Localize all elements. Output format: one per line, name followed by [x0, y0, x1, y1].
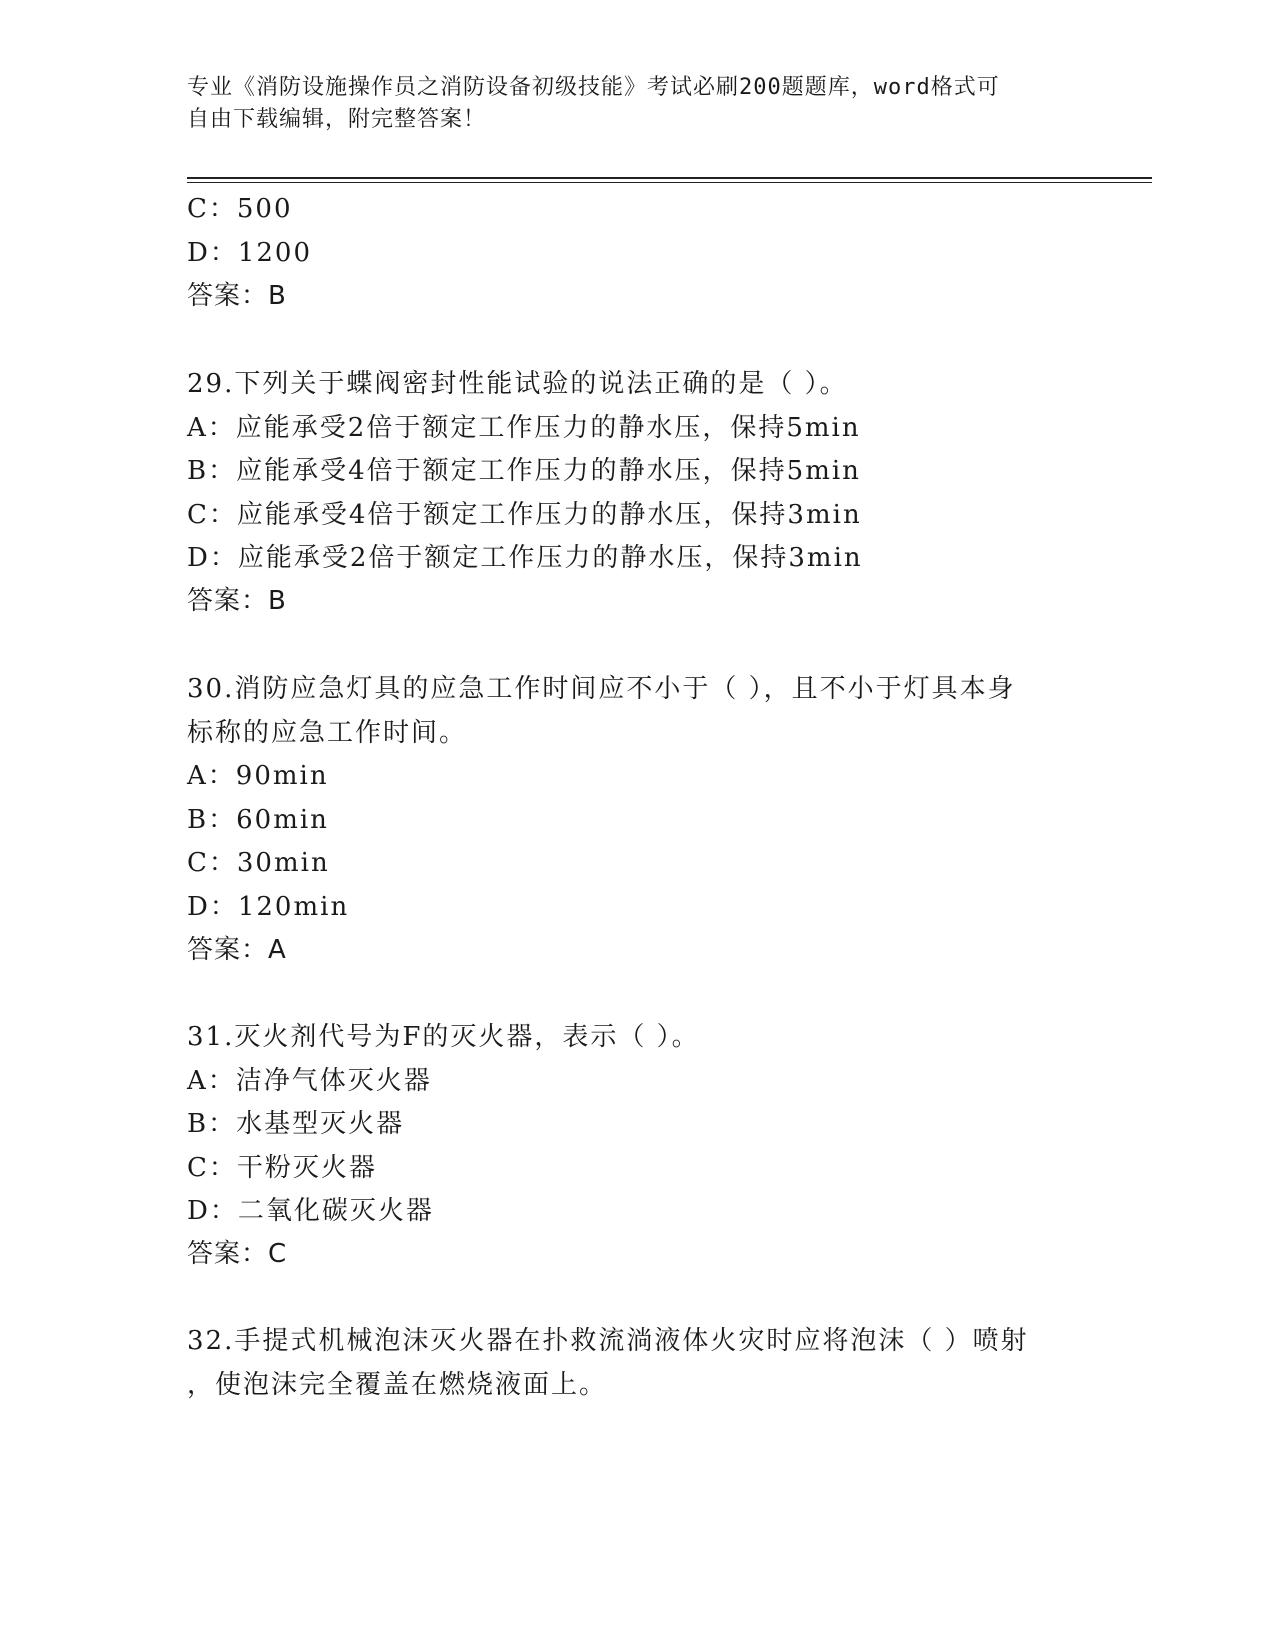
option-a: A：90min: [187, 761, 329, 791]
option-a: A：应能承受2倍于额定工作压力的静水压，保持5min: [187, 413, 861, 443]
question-31: 31.灭火剂代号为F的灭火器，表示（ ）。: [187, 1022, 700, 1052]
option-d: D：1200: [187, 238, 313, 268]
question-30-continued: 标称的应急工作时间。: [187, 718, 468, 748]
option-a: A：洁净气体灭火器: [187, 1066, 432, 1096]
answer-line: 答案：B: [187, 281, 287, 311]
option-b: B：应能承受4倍于额定工作压力的静水压，保持5min: [187, 456, 861, 486]
option-c: C：30min: [187, 848, 330, 878]
option-d: D：二氧化碳灭火器: [187, 1196, 434, 1226]
option-d: D：120min: [187, 892, 350, 922]
question-32-continued: ，使泡沫完全覆盖在燃烧液面上。: [187, 1370, 608, 1400]
answer-line: 答案：A: [187, 935, 287, 965]
header-divider-thin: [187, 182, 1152, 183]
option-b: B：水基型灭火器: [187, 1109, 405, 1139]
option-d: D：应能承受2倍于额定工作压力的静水压，保持3min: [187, 543, 863, 573]
header-line-1: 专业《消防设施操作员之消防设备初级技能》考试必刷200题题库，word格式可: [187, 75, 1000, 100]
question-30: 30.消防应急灯具的应急工作时间应不小于（ ），且不小于灯具本身: [187, 674, 1016, 704]
question-32: 32.手提式机械泡沫灭火器在扑救流淌液体火灾时应将泡沫（ ）喷射: [187, 1326, 1029, 1356]
question-29: 29.下列关于蝶阀密封性能试验的说法正确的是（ ）。: [187, 369, 848, 399]
option-b: B：60min: [187, 805, 329, 835]
option-c: C：500: [187, 194, 293, 224]
header-line-2: 自由下载编辑，附完整答案！: [187, 107, 487, 132]
header-divider-thick: [187, 177, 1152, 179]
answer-line: 答案：C: [187, 1239, 288, 1269]
option-c: C：应能承受4倍于额定工作压力的静水压，保持3min: [187, 500, 862, 530]
answer-line: 答案：B: [187, 586, 287, 616]
page-header: [187, 72, 1087, 136]
option-c: C：干粉灭火器: [187, 1153, 377, 1183]
